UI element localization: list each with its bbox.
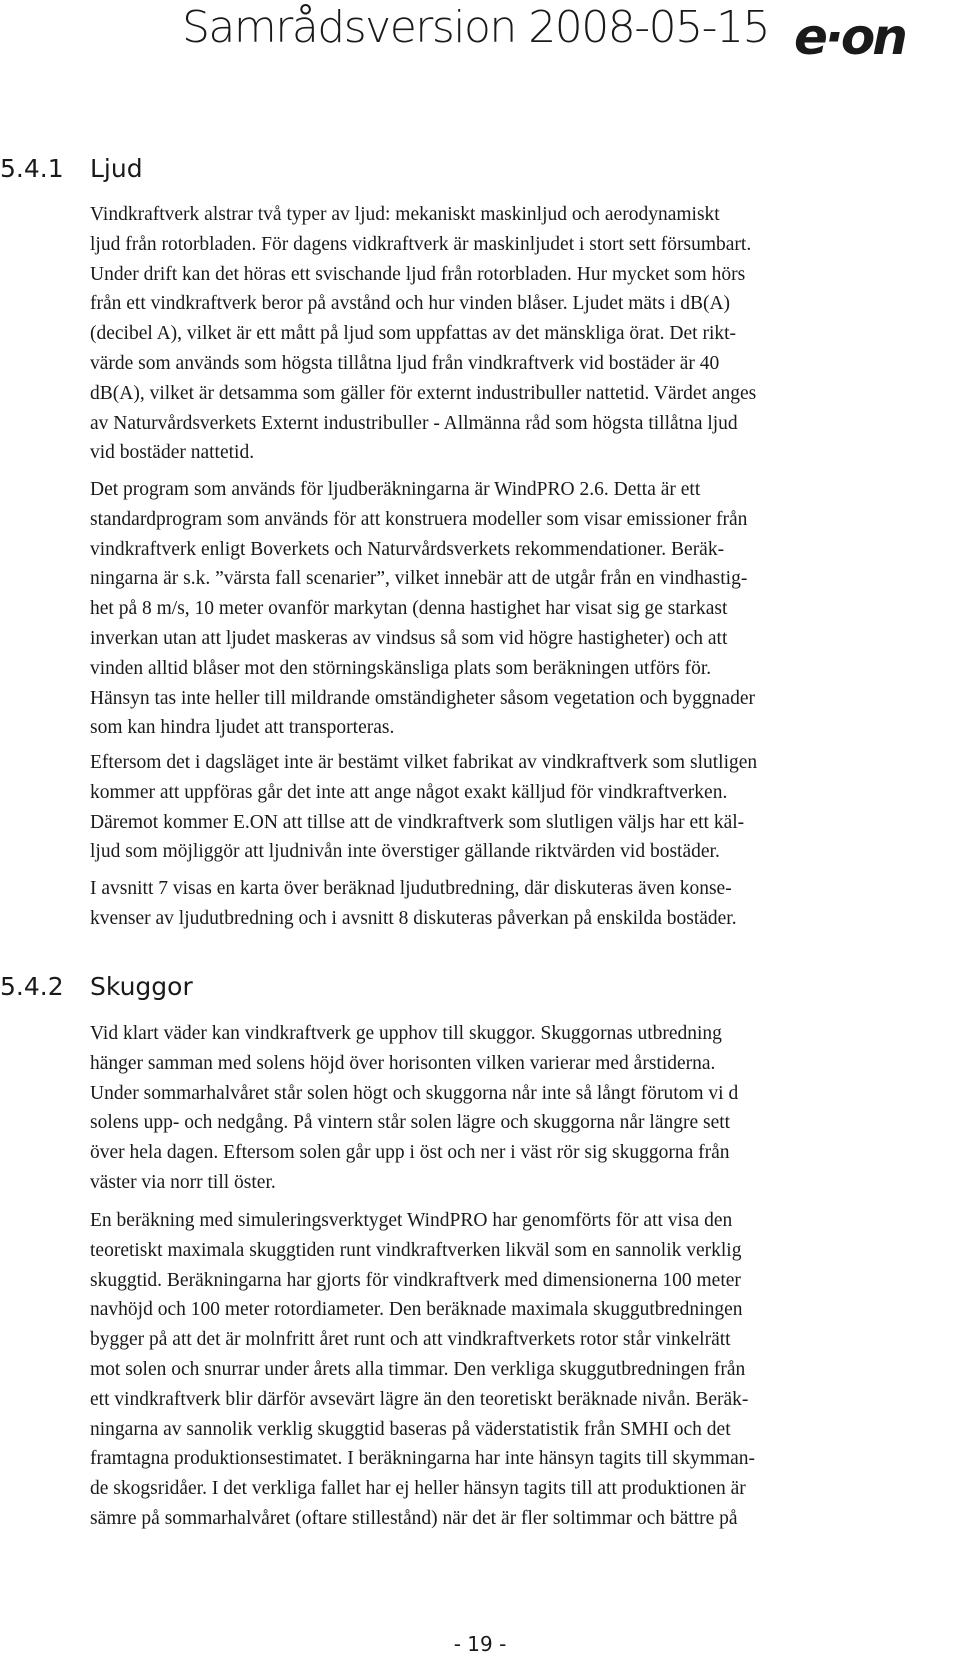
paragraph-ljud-3 [90,748,930,867]
text-line: teoretiskt maximala skuggtiden runt vindkraftverken likväl som en sannolik verklig [90,1239,742,1261]
paragraph-ljud-4 [90,874,930,934]
document-version-title: Samrådsversion 2008-05-15 [182,2,770,53]
text-line: sämre på sommarhalvåret (oftare stillestånd) när det är fler soltimmar och bättre på [90,1507,738,1529]
text-line: Däremot kommer E.ON att tillse att de vindkraftverk som slutligen väljs har ett käl- [90,811,745,833]
text-line: En beräkning med simuleringsverktyget WindPRO har genomförts för att visa den [90,1210,733,1231]
text-line: (decibel A), vilket är ett mått på ljud som uppfattas av det mänskliga örat. Det rikt- [90,323,737,345]
text-line: de skogsridåer. I det verkliga fallet har ej heller hänsyn tagits till att produktionen är [90,1478,746,1500]
text-line: ljud från rotorbladen. För dagens vidkraftverk är maskinljudet i stort sett försumbart. [90,233,752,255]
section-title: Skuggor [90,972,193,1001]
text-line: som kan hindra ljudet att transporteras. [90,717,395,739]
text-line: vindkraftverk enligt Boverkets och Naturvårdsverkets rekommendationer. Beräk- [90,538,725,560]
text-line: väster via norr till öster. [90,1171,276,1193]
text-line: Vid klart väder kan vindkraftverk ge upphov till skuggor. Skuggornas utbredning [90,1023,722,1044]
section-title: Ljud [90,154,143,183]
text-line: från ett vindkraftverk beror på avstånd och hur vinden blåser. Ljudet mäts i dB(A) [90,293,731,315]
text-line: Vindkraftverk alstrar två typer av ljud: mekaniskt maskinljud och aerodynamiskt [90,204,720,225]
text-line: standardprogram som används för att konstruera modeller som visar emissioner från [90,508,748,530]
text-line: Det program som används för ljudberäkningarna är WindPRO 2.6. Detta är ett [90,479,701,500]
text-line: skuggtid. Beräkningarna har gjorts för vindkraftverk med dimensionerna 100 meter [90,1269,741,1291]
text-line: kommer att uppföras går det inte att ange något exakt källjud för vindkraftverken. [90,781,728,803]
text-line: solens upp- och nedgång. På vintern står solen lägre och skuggorna når längre sett [90,1112,731,1134]
text-line: vinden alltid blåser mot den störningskänsliga plats som beräkningen utförs för. [90,657,712,679]
eon-logo [792,14,952,60]
text-line: av Naturvårdsverkets Externt industribuller - Allmänna råd som högsta tillåtna ljud [90,412,738,434]
paragraph-ljud-1 [90,200,930,468]
text-line: värde som används som högsta tillåtna ljud från vindkraftverk vid bostäder är 40 [90,352,720,374]
text-line: kvenser av ljudutbredning och i avsnitt 8 diskuteras påverkan på enskilda bostäder. [90,907,737,929]
paragraph-skuggor-2 [90,1206,930,1534]
page-number: - 19 - [453,1632,507,1656]
text-line: ett vindkraftverk blir därför avsevärt lägre än den teoretiskt beräknade nivån. Beräk- [90,1388,749,1410]
text-line: ningarna är s.k. ”värsta fall scenarier”, vilket innebär att de utgår från en vindhastig- [90,568,748,590]
text-line: dB(A), vilket är detsamma som gäller för externt industribuller nattetid. Värdet anges [90,382,757,404]
text-line: Eftersom det i dagsläget inte är bestämt vilket fabrikat av vindkraftverk som slutligen [90,752,758,773]
text-line: hänger samman med solens höjd över horisonten vilken varierar med årstiderna. [90,1052,716,1074]
text-line: inverkan utan att ljudet maskeras av vindsus så som vid högre hastigheter) och att [90,627,728,649]
section-number: 5.4.2 [0,972,64,1001]
text-line: över hela dagen. Eftersom solen går upp i öst och ner i väst rör sig skuggorna från [90,1142,730,1164]
text-line: Under sommarhalvåret står solen högt och skuggorna når inte så långt förutom vi d [90,1082,739,1104]
paragraph-skuggor-1 [90,1019,930,1198]
text-line: vid bostäder nattetid. [90,442,255,464]
text-line: navhöjd och 100 meter rotordiameter. Den beräknade maximala skuggutbredningen [90,1299,743,1321]
text-line: het på 8 m/s, 10 meter ovanför markytan (denna hastighet har visat sig ge starkast [90,598,728,620]
text-line: Hänsyn tas inte heller till mildrande omständigheter såsom vegetation och byggnader [90,687,755,709]
text-line: framtagna produktionsestimatet. I beräkningarna har inte hänsyn tagits till skymman- [90,1448,755,1470]
text-line: Under drift kan det höras ett svischande ljud från rotorbladen. Hur mycket som hörs [90,263,746,285]
text-line: bygger på att det är molnfritt året runt och att vindkraftverkets rotor står vinkelrätt [90,1329,731,1351]
paragraph-ljud-2 [90,475,930,743]
text-line: ningarna av sannolik verklig skuggtid baseras på väderstatistik från SMHI och det [90,1418,731,1440]
eon-logo-text: e·on [794,14,905,60]
text-line: mot solen och snurrar under årets alla timmar. Den verkliga skuggutbredningen från [90,1358,746,1380]
section-number: 5.4.1 [0,154,64,183]
text-line: ljud som möjliggör att ljudnivån inte överstiger gällande riktvärden vid bostäder. [90,841,720,863]
text-line: I avsnitt 7 visas en karta över beräknad ljudutbredning, där diskuteras även konse- [90,878,732,899]
